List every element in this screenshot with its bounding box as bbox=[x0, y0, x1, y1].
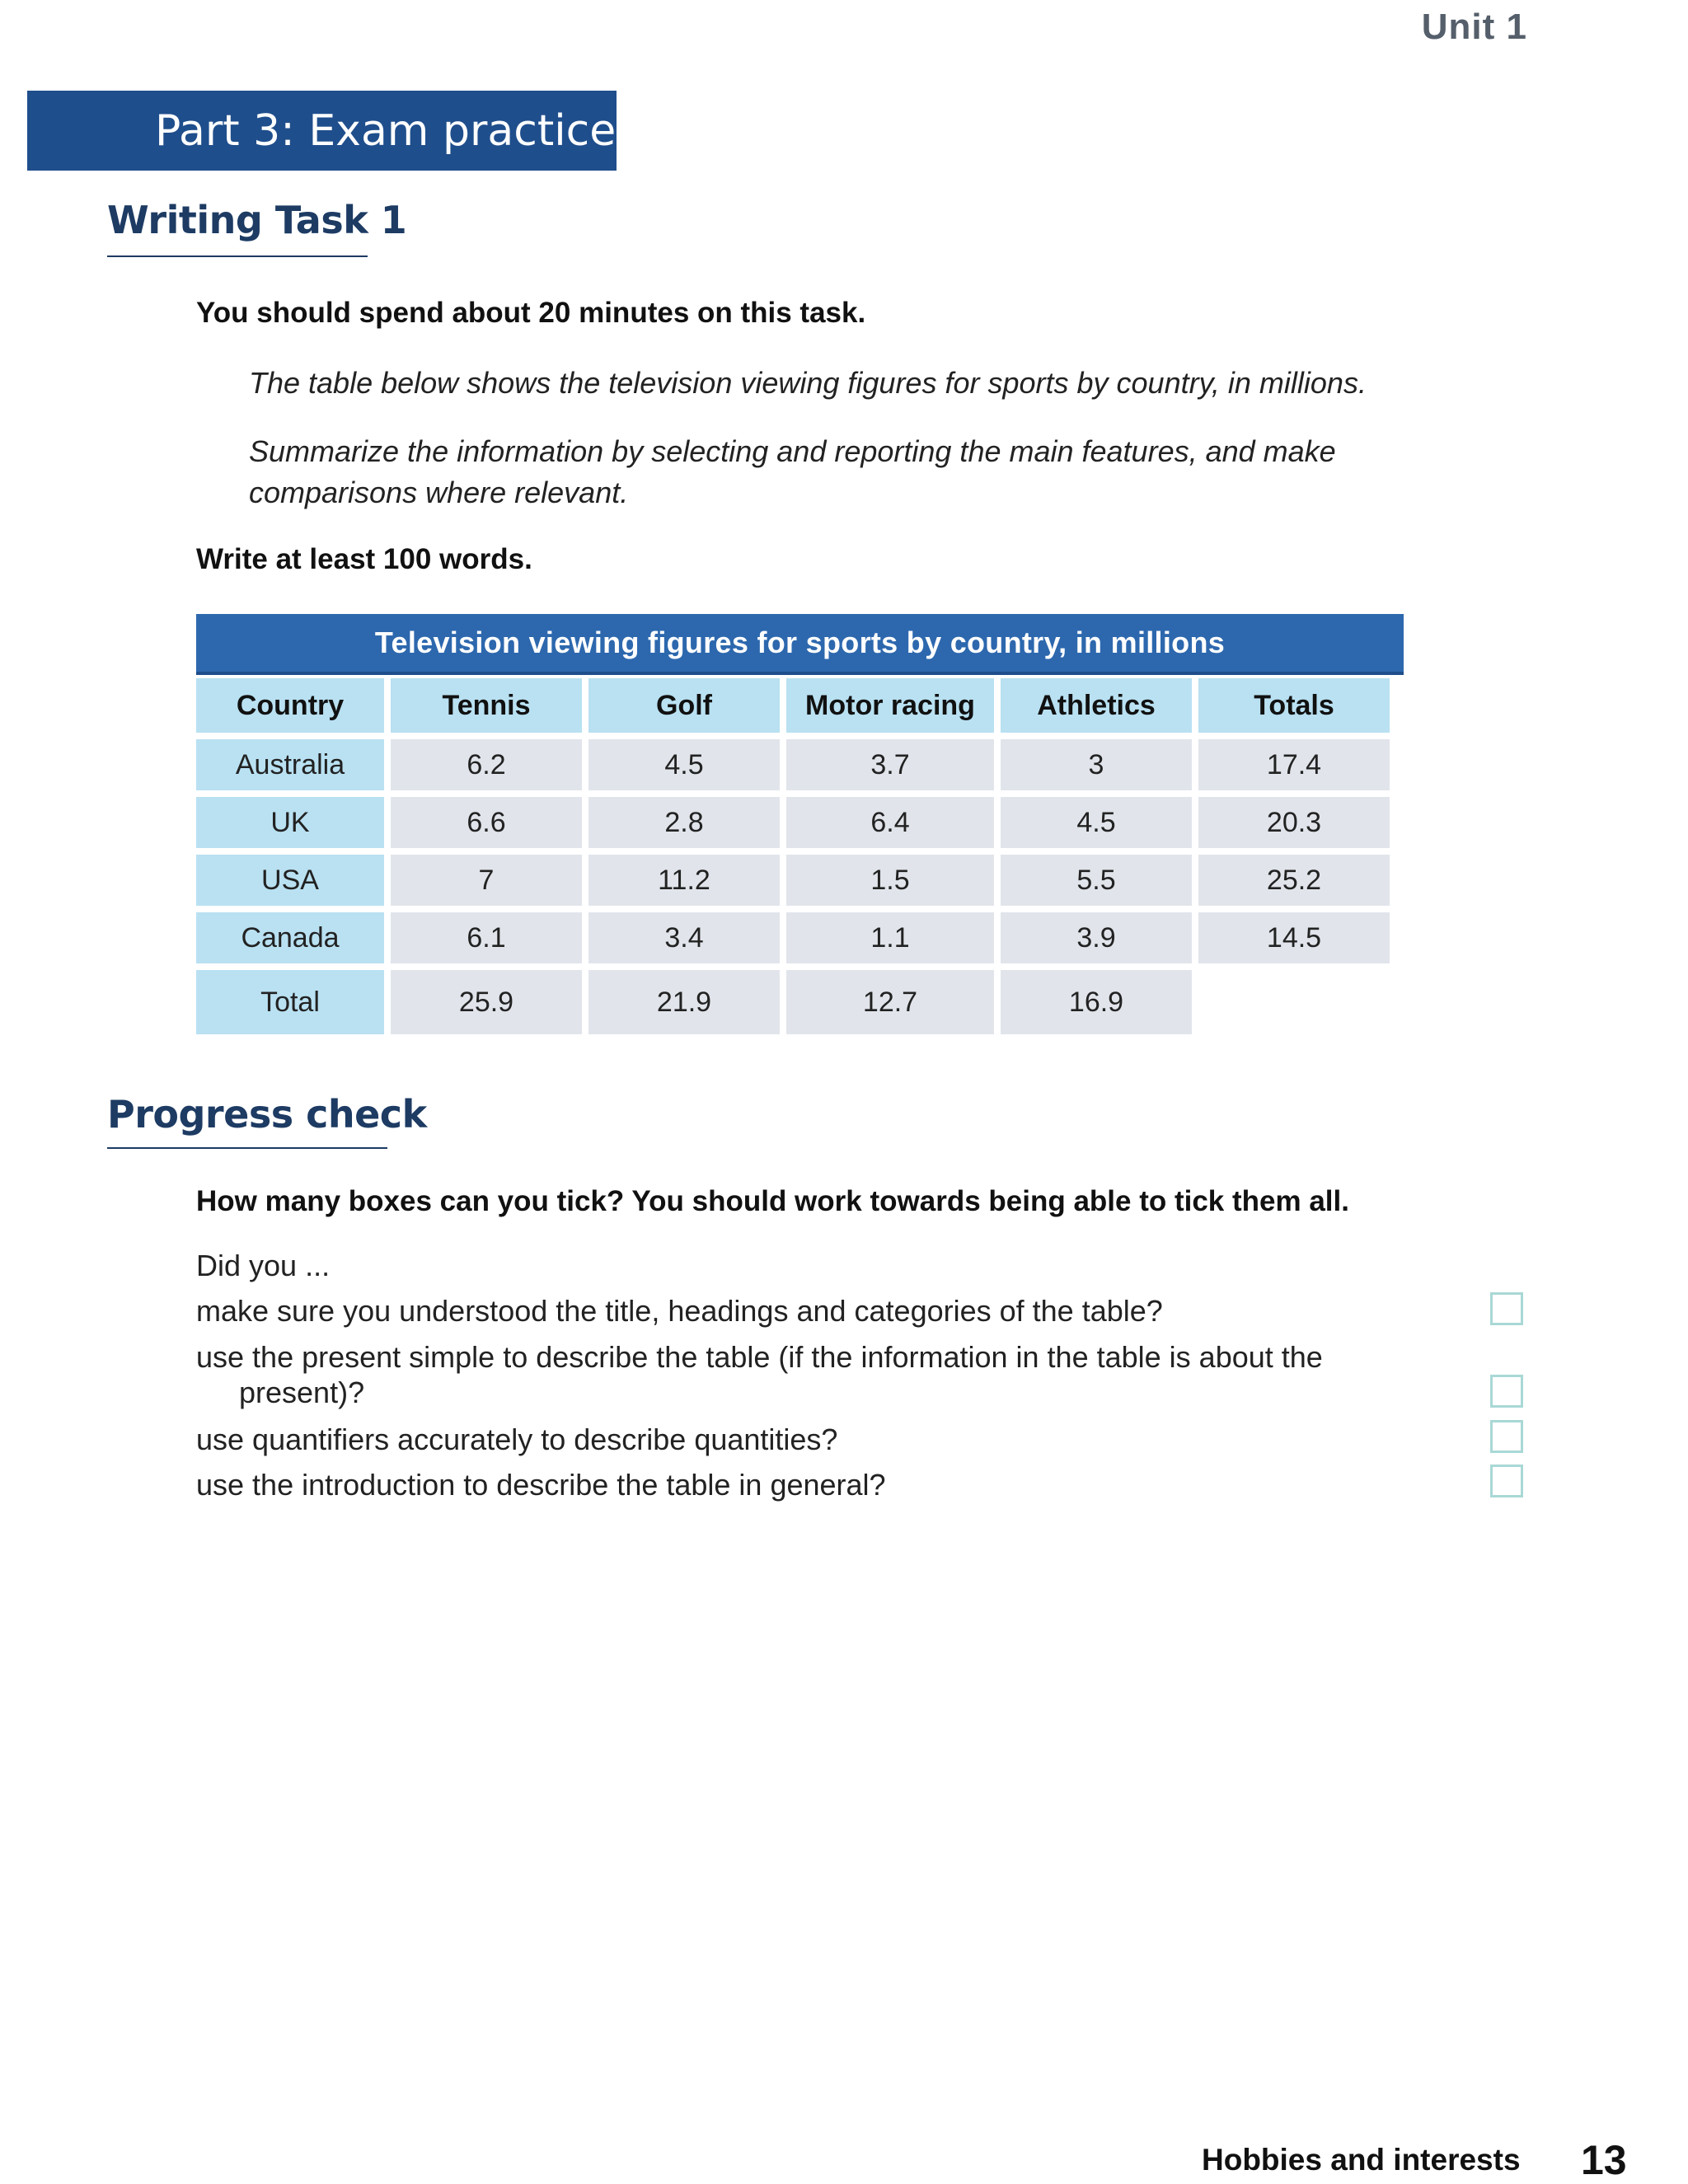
page-number: 13 bbox=[1581, 2137, 1627, 2183]
tick-checkbox[interactable] bbox=[1490, 1292, 1523, 1325]
table-cell: 6.2 bbox=[391, 739, 582, 790]
progress-check-heading: Progress check bbox=[107, 1092, 427, 1137]
table-row-label: Canada bbox=[196, 912, 384, 963]
table-title: Television viewing figures for sports by country, in millions bbox=[196, 614, 1404, 675]
tick-checkbox[interactable] bbox=[1490, 1420, 1523, 1453]
chapter-footer: Hobbies and interests bbox=[1202, 2143, 1521, 2177]
table-cell: 4.5 bbox=[588, 739, 780, 790]
viewing-figures-table bbox=[196, 614, 1404, 1034]
tick-checkbox[interactable] bbox=[1490, 1465, 1523, 1497]
table-cell: 1.1 bbox=[786, 912, 994, 963]
column-header: Totals bbox=[1198, 678, 1390, 733]
table-cell: 20.3 bbox=[1198, 797, 1390, 848]
empty-cell bbox=[1198, 970, 1390, 1034]
column-header: Country bbox=[196, 678, 384, 733]
table-row-label: Australia bbox=[196, 739, 384, 790]
table-cell: 6.4 bbox=[786, 797, 994, 848]
checklist-item: make sure you understood the title, headings and categories of the table? bbox=[196, 1294, 1163, 1328]
column-header: Motor racing bbox=[786, 678, 994, 733]
table-cell: 2.8 bbox=[588, 797, 780, 848]
table-cell: 6.1 bbox=[391, 912, 582, 963]
total-cell: 25.9 bbox=[391, 970, 582, 1034]
total-row-label: Total bbox=[196, 970, 384, 1034]
table-cell: 3.4 bbox=[588, 912, 780, 963]
checklist-item: use quantifiers accurately to describe quantities? bbox=[196, 1422, 838, 1456]
total-cell: 21.9 bbox=[588, 970, 780, 1034]
table-cell: 3.7 bbox=[786, 739, 994, 790]
table-cell: 25.2 bbox=[1198, 855, 1390, 906]
part-banner bbox=[27, 91, 617, 171]
task-prompt-line-1: The table below shows the television viewing figures for sports by country, in millions. bbox=[249, 366, 1367, 400]
time-instruction: You should spend about 20 minutes on this task. bbox=[196, 297, 866, 329]
progress-question: How many boxes can you tick? You should work towards being able to tick them all. bbox=[196, 1185, 1349, 1217]
writing-task-underline bbox=[107, 255, 368, 257]
total-cell: 12.7 bbox=[786, 970, 994, 1034]
table-cell: 11.2 bbox=[588, 855, 780, 906]
table-row-label: USA bbox=[196, 855, 384, 906]
table-cell: 17.4 bbox=[1198, 739, 1390, 790]
checklist-item: use the present simple to describe the table (if the information in the table is about the bbox=[196, 1340, 1323, 1374]
table-cell: 4.5 bbox=[1001, 797, 1192, 848]
tick-checkbox[interactable] bbox=[1490, 1375, 1523, 1408]
unit-label: Unit 1 bbox=[1421, 7, 1527, 47]
word-instruction: Write at least 100 words. bbox=[196, 543, 532, 575]
table-cell: 1.5 bbox=[786, 855, 994, 906]
part-title: Part 3: Exam practice bbox=[155, 105, 617, 156]
table-cell: 5.5 bbox=[1001, 855, 1192, 906]
checklist-item: use the introduction to describe the table in general? bbox=[196, 1468, 886, 1502]
table-cell: 7 bbox=[391, 855, 582, 906]
table-cell: 3 bbox=[1001, 739, 1192, 790]
column-header: Athletics bbox=[1001, 678, 1192, 733]
total-cell: 16.9 bbox=[1001, 970, 1192, 1034]
task-prompt-line-2: Summarize the information by selecting and reporting the main features, and make bbox=[249, 434, 1336, 468]
table-cell: 14.5 bbox=[1198, 912, 1390, 963]
did-you-intro: Did you ... bbox=[196, 1249, 331, 1282]
column-header: Golf bbox=[588, 678, 780, 733]
column-header: Tennis bbox=[391, 678, 582, 733]
checklist-item-continued: present)? bbox=[239, 1376, 365, 1409]
writing-task-heading: Writing Task 1 bbox=[107, 198, 407, 242]
table-row-label: UK bbox=[196, 797, 384, 848]
progress-check-underline bbox=[107, 1147, 387, 1149]
task-prompt-line-3: comparisons where relevant. bbox=[249, 476, 629, 509]
table-grid bbox=[196, 678, 1404, 1034]
table-cell: 6.6 bbox=[391, 797, 582, 848]
table-cell: 3.9 bbox=[1001, 912, 1192, 963]
